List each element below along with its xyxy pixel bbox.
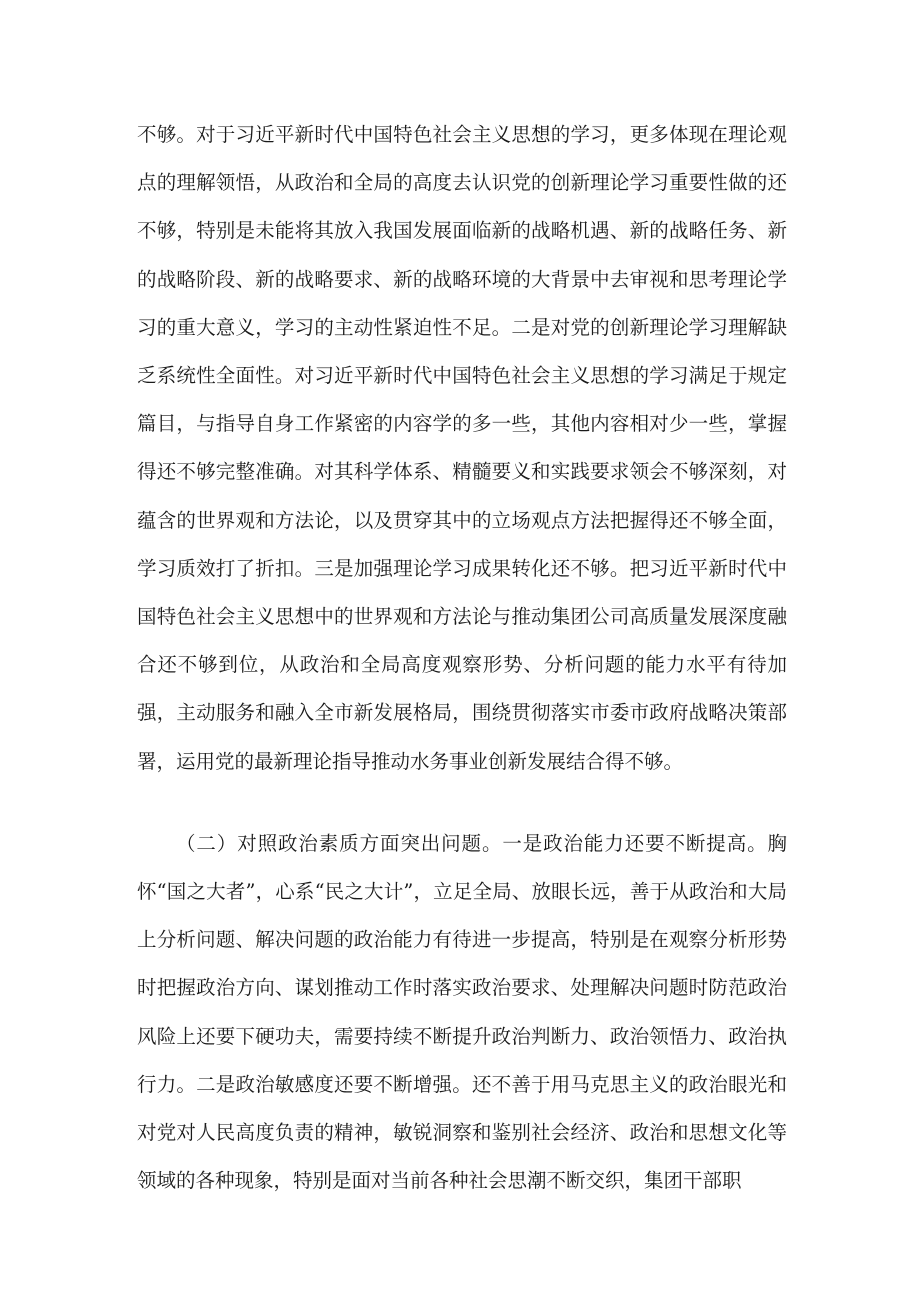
document-body <box>137 111 787 1205</box>
paragraph-theory-study: 不够。对于习近平新时代中国特色社会主义思想的学习，更多体现在理论观点的理解领悟，从政治和全局的高度去认识党的创新理论学习重要性做的还不够，特别是未能将其放入我国发展面临新的战略机遇、新的战略任务、新的战略阶段、新的战略要求、新的战略环境的大背景中去审视和思考理论学习的重大意义，学习的主动性紧迫性不足。二是对党的创新理论学习理解缺乏系统性全面性。对习近平新时代中国特色社会主义思想的学习满足于规定篇目，与指导自身工作紧密的内容学的多一些，其他内容相对少一些，掌握得还不够完整准确。对其科学体系、精髓要义和实践要求领会不够深刻，对蕴含的世界观和方法论，以及贯穿其中的立场观点方法把握得还不够全面，学习质效打了折扣。三是加强理论学习成果转化还不够。把习近平新时代中国特色社会主义思想中的世界观和方法论与推动集团公司高质量发展深度融合还不够到位，从政治和全局高度观察形势、分析问题的能力水平有待加强，主动服务和融入全市新发展格局，围绕贯彻落实市委市政府战略决策部署，运用党的最新理论指导推动水务事业创新发展结合得不够。 <box>137 123 787 773</box>
paragraph-political-quality: （二）对照政治素质方面突出问题。一是政治能力还要不断提高。胸怀“国之大者”，心系“民之大计”，立足全局、放眼长远，善于从政治和大局上分析问题、解决问题的政治能力有待进一步提高，特别是在观察分析形势时把握政治方向、谋划推动工作时落实政治要求、处理解决问题时防范政治风险上还要下硬功夫，需要持续不断提升政治判断力、政治领悟力、政治执行力。二是政治敏感度还要不断增强。还不善于用马克思主义的政治眼光和对党对人民高度负责的精神，敏锐洞察和鉴别社会经济、政治和思想文化等领域的各种现象，特别是面对当前各种社会思潮不断交织，集团干部职 <box>137 831 787 1193</box>
